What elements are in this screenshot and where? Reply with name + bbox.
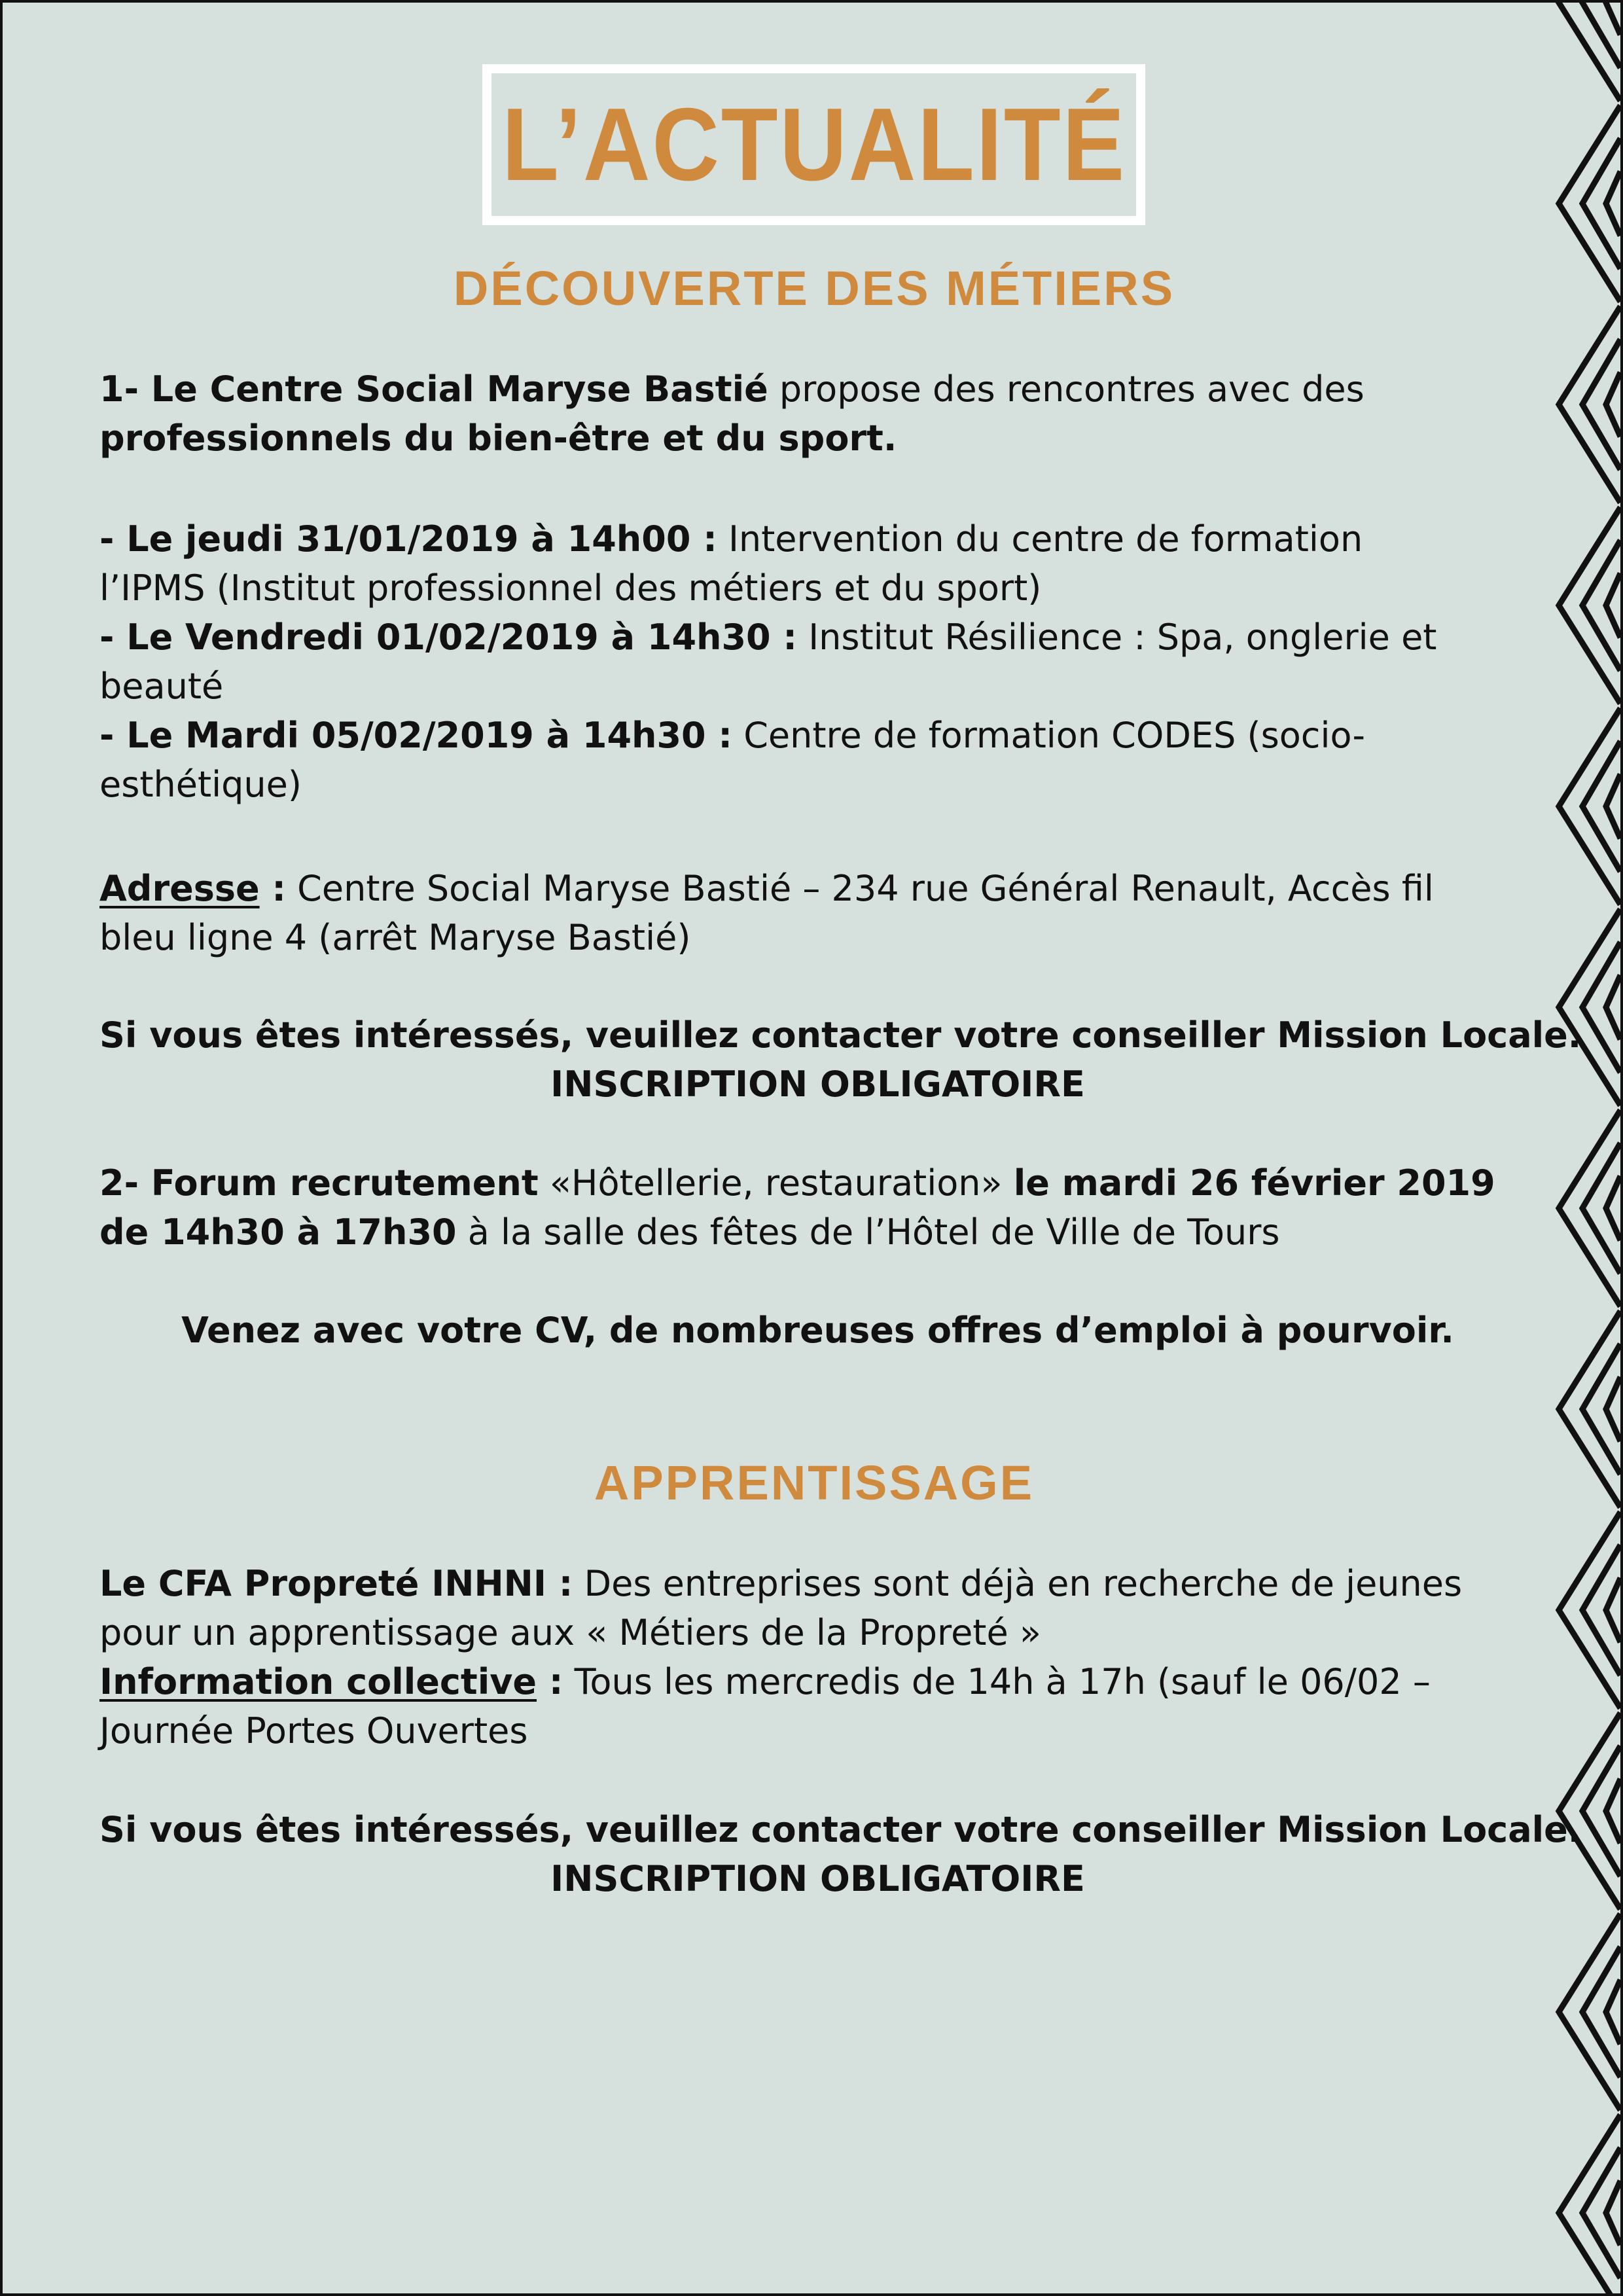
section-title-decouverte: DÉCOUVERTE DES MÉTIERS	[453, 261, 1175, 315]
title-frame	[482, 64, 1145, 225]
chevron-decoration	[1559, 1914, 1620, 2110]
chevron-decoration	[1606, 3, 1620, 35]
chevron-decoration	[1606, 1578, 1620, 1642]
cfa-info: Le CFA Propreté INHNI : Des entreprises sont déjà en recherche de jeunes pour un apprentissage aux « Métiers de la Propreté » Information collective : Tous les mercredis de 14h à 17h (sauf le 06/02 – Journée Portes Ouvertes	[99, 1563, 1463, 1751]
chevron-decoration	[1559, 306, 1620, 503]
chevron-decoration	[1582, 3, 1620, 68]
chevron-decoration	[1559, 909, 1620, 1105]
chevron-decoration	[1606, 171, 1620, 236]
chevron-decoration	[1559, 507, 1620, 704]
contact-notice-1: Si vous êtes intéressés, veuillez contacter votre conseiller Mission Locale. INSCRIPTION OBLIGATOIRE	[99, 1014, 1582, 1105]
inscription-obligatoire: INSCRIPTION OBLIGATOIRE	[550, 1858, 1085, 1899]
inscription-obligatoire: INSCRIPTION OBLIGATOIRE	[550, 1064, 1085, 1105]
chevron-decoration	[1606, 573, 1620, 637]
information-collective-label: Information collective	[99, 1661, 537, 1702]
item-2-heading: - Forum recrutement	[124, 1162, 539, 1204]
cv-notice: Venez avec votre CV, de nombreuses offres d’emploi à pourvoir.	[181, 1310, 1454, 1351]
item-2: 2- Forum recrutement «Hôtellerie, restauration» le mardi 26 février 2019 de 14h30 à 17h30 à la salle des fêtes de l’Hôtel de Ville de Tours	[99, 1158, 1536, 1257]
section-title-apprentissage: APPRENTISSAGE	[594, 1456, 1035, 1510]
item-1-heading: - Le Centre Social Maryse Bastié	[124, 368, 768, 410]
chevron-decoration	[1606, 1779, 1620, 1843]
contact-notice-2: Si vous êtes intéressés, veuillez contacter votre conseiller Mission Locale. INSCRIPTION OBLIGATOIRE	[99, 1809, 1582, 1899]
chevron-decoration	[1606, 975, 1620, 1039]
item-number-badge: 1	[99, 365, 124, 414]
chevron-decoration	[1559, 1110, 1620, 1306]
address-label: Adresse	[99, 868, 260, 909]
page-title: L’ACTUALITÉ	[501, 87, 1126, 202]
events-list: - Le jeudi 31/01/2019 à 14h00 : Intervention du centre de formation l’IPMS (Institut professionnel des métiers et du sport) - Le Vendredi 01/02/2019 à 14h30 : Institut Résilience : Spa, onglerie et beauté - Le Mardi 05/02/2019 à 14h30 : Centre de formation CODES (socio- esthétique)	[99, 514, 1536, 809]
chevron-decoration	[1606, 2181, 1620, 2245]
event-1: - Le jeudi 31/01/2019 à 14h00 : Intervention du centre de formation	[99, 518, 1363, 560]
chevron-decoration	[1606, 1176, 1620, 1240]
event-3: - Le Mardi 05/02/2019 à 14h30 : Centre de formation CODES (socio-	[99, 715, 1365, 756]
chevron-decoration	[1606, 1377, 1620, 1441]
item-1: 1- Le Centre Social Maryse Bastié propose des rencontres avec des professionnels du bien-être et du sport.	[99, 365, 1536, 463]
chevron-decoration	[1559, 708, 1620, 905]
chevron-decoration	[1606, 372, 1620, 437]
zigzag-border-decoration	[1542, 3, 1620, 2296]
item-number-badge: 2	[99, 1158, 124, 1208]
address: Adresse : Centre Social Maryse Bastié – 234 rue Général Renault, Accès fil bleu ligne 4 (arrêt Maryse Bastié)	[99, 868, 1434, 958]
chevron-decoration	[1606, 1980, 1620, 2044]
chevron-decoration	[1606, 774, 1620, 838]
chevron-decoration	[1559, 1512, 1620, 1708]
event-2: - Le Vendredi 01/02/2019 à 14h30 : Institut Résilience : Spa, onglerie et	[99, 617, 1437, 658]
